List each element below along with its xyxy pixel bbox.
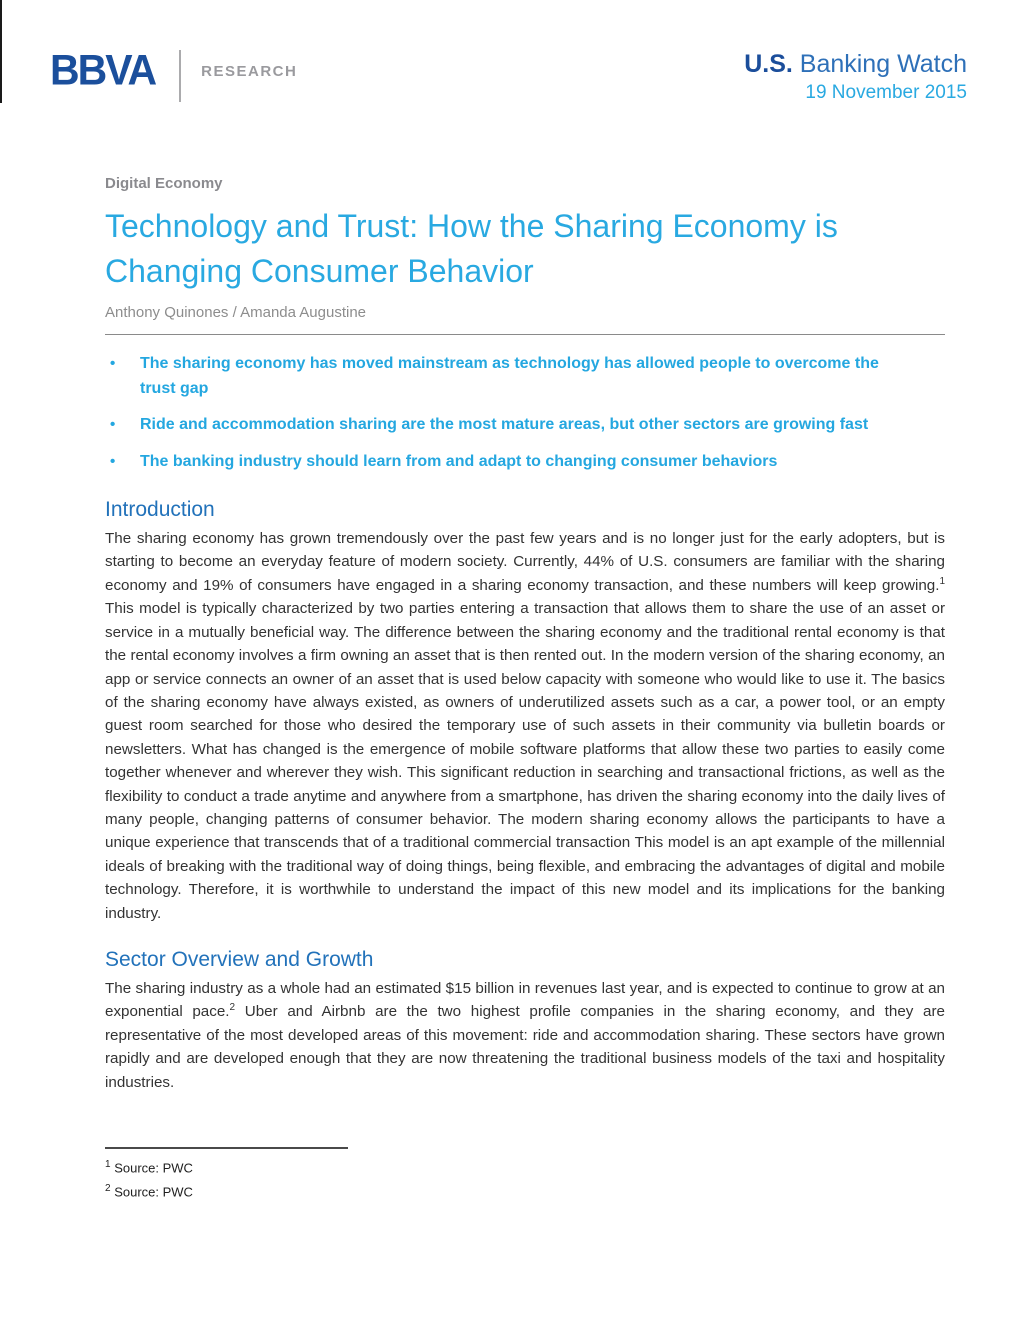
article-authors: Anthony Quinones / Amanda Augustine <box>105 303 367 321</box>
footnote-marker: 2 <box>105 1183 111 1195</box>
section-introduction <box>105 498 945 925</box>
key-points-list <box>105 352 945 475</box>
publication-name: Banking Watch <box>792 50 967 78</box>
publication-title <box>744 50 967 79</box>
footnote-1 <box>105 1156 348 1180</box>
page-edge-artifact <box>0 0 2 103</box>
footnote-text: Source: PWC <box>114 1184 193 1200</box>
publication-date: 19 November 2015 <box>805 81 967 103</box>
publication-block <box>744 50 967 104</box>
publication-region: U.S. <box>744 50 793 78</box>
brand-divider <box>179 50 181 102</box>
key-point: • The sharing economy has moved mainstream as technology has allowed people to overcome the trust gap <box>105 352 880 402</box>
title-divider <box>105 334 945 335</box>
brand-block <box>50 46 298 102</box>
key-point: • The banking industry should learn from and adapt to changing consumer behaviors <box>105 450 880 475</box>
key-point: • Ride and accommodation sharing are the most mature areas, but other sectors are growing fast <box>105 413 880 438</box>
section-kicker: Digital Economy <box>105 175 223 192</box>
section-heading: Introduction <box>105 498 215 522</box>
footnote-2 <box>105 1180 348 1204</box>
section-heading: Sector Overview and Growth <box>105 947 374 971</box>
footnote-text: Source: PWC <box>114 1160 193 1176</box>
footnotes <box>105 1147 348 1204</box>
section-sector-overview <box>105 948 945 1094</box>
bbva-logo: BBVA <box>50 46 156 94</box>
footnote-divider <box>105 1147 348 1149</box>
research-label: RESEARCH <box>201 63 298 80</box>
section-paragraph: The sharing industry as a whole had an estimated $15 billion in revenues last year, and is expected to continue to grow at an exponential pace.$^2$ Uber and Airbnb are the two highest profile companies in the sharing economy, and they are representative of the most developed areas of this movement: ride and accommodation sharing. These sectors have grown rapidly and are developed enough that they are now threatening the traditional business models of the taxi and hospitality industries. <box>105 979 946 1091</box>
article-body <box>105 175 945 1094</box>
report-header <box>50 46 967 104</box>
section-paragraph: The sharing economy has grown tremendously over the past few years and is no longer just for the early adopters, but is starting to become an everyday feature of modern society. Currently, 44% of U.S. consumers are familiar with the sharing economy and 19% of consumers have engaged in a sharing economy transaction, and these numbers will keep growing.$^1$ This model is typically characterized by two parties entering a transaction that allows them to share the use of an asset or service in a mutually beneficial way. The difference between the sharing economy and the traditional rental economy is that the rental economy involves a firm owning an asset that is then rented out. In the modern version of the sharing economy, an app or service connects an owner of an asset that is used below capacity with someone who would like to use it. The basics of the sharing economy have always existed, as owners of underutilized assets such as a car, a power tool, or an empty guest room searched for those who desired the temporary use of such assets in their community via bulletin boards or newsletters. What has changed is the emergence of mobile software platforms that allow these two parties to easily come together whenever and wherever they wish. This significant reduction in searching and transactional frictions, as well as the flexibility to conduct a trade anytime and anywhere from a smartphone, has driven the sharing economy into the daily lives of many people, changing patterns of consumer behavior. The modern sharing economy allows the participants to have a unique experience that transcends that of a traditional commercial transaction This model is an apt example of the millennial ideals of breaking with the traditional way of doing things, being flexible, and embracing the advantages of digital and mobile technology. Therefore, it is worthwhile to understand the impact of this new model and its implications for the banking industry. <box>105 530 945 922</box>
footnote-marker: 1 <box>105 1159 111 1170</box>
article-title: Technology and Trust: How the Sharing Economy is Changing Consumer Behavior <box>105 208 838 290</box>
